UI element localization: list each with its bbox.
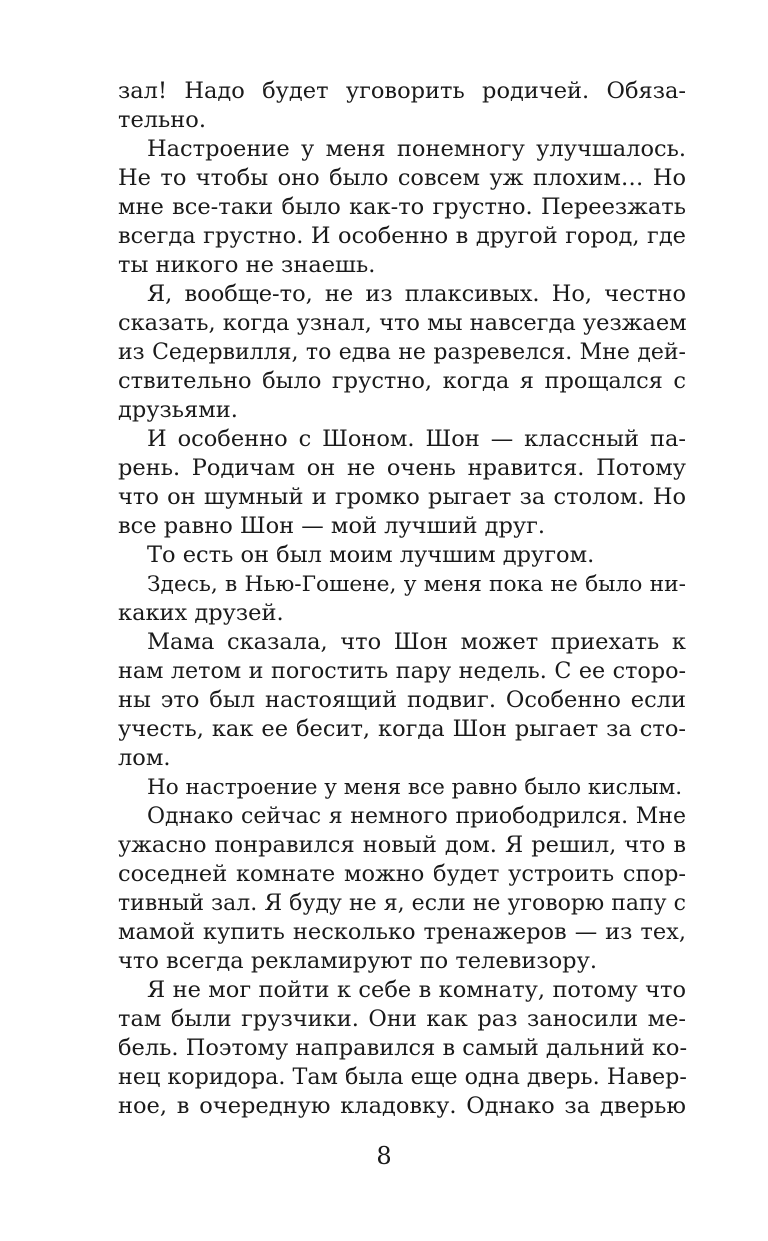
text-line: учесть, как ее бесит, когда Шон рыгает за сто- — [118, 716, 686, 742]
text-line: То есть он был моим лучшим другом. — [147, 542, 595, 568]
text-line: всегда грустно. И особенно в другой город, где — [118, 223, 686, 249]
text-line: Однако сейчас я немного приободрился. Мне — [147, 804, 686, 829]
text-line: зал! Надо будет уговорить родичей. Обяза- — [118, 78, 686, 104]
text-line: бель. Поэтому направился в самый дальний ко- — [118, 1035, 688, 1061]
text-line: рень. Родичам он не очень нравится. Потому — [118, 455, 686, 481]
text-line: из Седервилля, то едва не разревелся. Мне дей- — [118, 340, 686, 365]
text-line: тельно. — [118, 107, 207, 133]
text-line: И особенно с Шоном. Шон — классный па- — [147, 426, 686, 452]
text-line: тивный зал. Я буду не я, если не уговорю папу с — [118, 891, 686, 916]
text-line: нам летом и погостить пару недель. С ее сторо- — [118, 658, 686, 684]
text-line: каких друзей. — [118, 600, 284, 626]
text-line: Не то чтобы оно было совсем уж плохим… Но — [118, 165, 686, 191]
text-line: сказать, когда узнал, что мы навсегда уезжаем — [118, 310, 687, 336]
text-line: мне все-таки было как-то грустно. Переезжать — [118, 194, 686, 220]
text-line: лом. — [118, 745, 171, 771]
text-line: друзьями. — [118, 397, 238, 423]
text-line: Мама сказала, что Шон может приехать к — [147, 629, 686, 655]
text-line: соседней комнате можно будет устроить спор- — [118, 861, 686, 887]
text-line: ствительно было грустно, когда я прощался с — [118, 368, 686, 394]
text-line: Настроение у меня понемногу улучшалось. — [147, 136, 686, 162]
text-line: ны это был настоящий подвиг. Особенно если — [118, 687, 686, 713]
page-body — [118, 77, 686, 1121]
text-line: ты никого не знаешь. — [118, 252, 376, 278]
text-line: что всегда рекламируют по телевизору. — [118, 948, 597, 974]
text-line: все равно Шон — мой лучший друг. — [118, 513, 546, 539]
text-line: ное, в очередную кладовку. Однако за дверью — [118, 1093, 686, 1119]
text-line: ужасно понравился новый дом. Я решил, что в — [118, 832, 686, 858]
page-number: 8 — [376, 1142, 392, 1170]
text-line: Здесь, в Нью-Гошене, у меня пока не было ни- — [147, 572, 686, 597]
text-line: нец коридора. Там была еще одна дверь. Навер- — [118, 1064, 687, 1090]
text-line: Я, вообще-то, не из плаксивых. Но, честно — [147, 281, 686, 307]
text-line: Но настроение у меня все равно было кислым. — [147, 775, 683, 800]
text-line: мамой купить несколько тренажеров — из тех, — [118, 919, 686, 945]
text-line: там были грузчики. Они как раз заносили ме- — [118, 1006, 686, 1032]
text-line: что он шумный и громко рыгает за столом. Но — [118, 484, 686, 510]
text-line: Я не мог пойти к себе в комнату, потому что — [147, 977, 686, 1003]
